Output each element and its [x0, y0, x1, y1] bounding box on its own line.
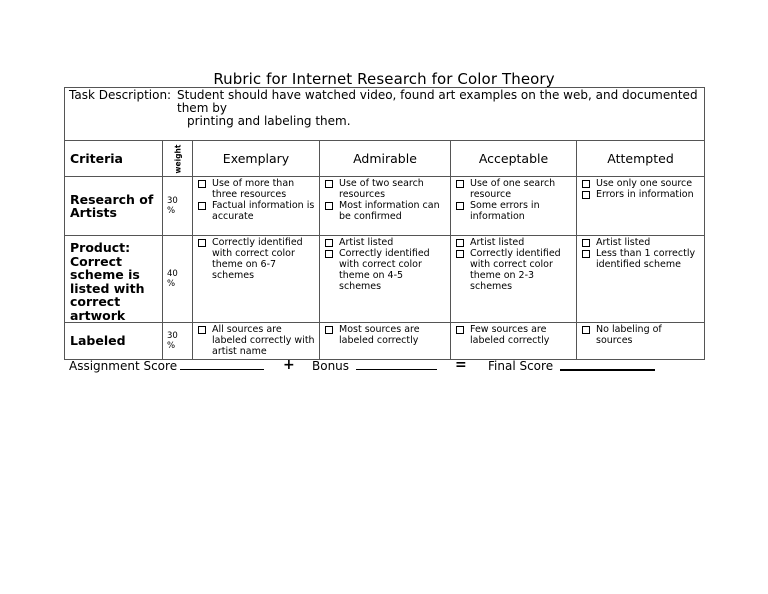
list-item: Use of one search resource — [456, 178, 573, 200]
checkbox-icon — [325, 239, 333, 247]
checkbox-icon — [582, 191, 590, 199]
table-row — [65, 236, 705, 323]
header-weight — [163, 141, 193, 177]
checkbox-icon — [582, 239, 590, 247]
cell-acceptable — [451, 177, 577, 236]
list-item: Less than 1 correctly identified scheme — [582, 248, 701, 270]
list-item: Errors in information — [582, 189, 701, 200]
checkbox-icon — [325, 202, 333, 210]
task-description-text: Student should have watched video, found art examples on the web, and documented — [177, 88, 698, 102]
checkbox-icon — [198, 202, 206, 210]
checkbox-icon — [582, 326, 590, 334]
cell-admirable — [320, 323, 451, 360]
task-description — [65, 88, 705, 141]
header-weight-label: weight — [173, 144, 182, 173]
checkbox-icon — [456, 202, 464, 210]
list-item: Correctly identified with correct color theme on 6-7 schemes — [198, 237, 316, 281]
cell-attempted — [577, 236, 705, 323]
header-criteria: Criteria — [65, 141, 163, 177]
checkbox-icon — [456, 326, 464, 334]
checkbox-icon — [198, 239, 206, 247]
list-item: Correctly identified with correct color theme on 2-3 schemes — [456, 248, 573, 292]
checkbox-icon — [456, 180, 464, 188]
header-acceptable: Acceptable — [451, 141, 577, 177]
list-item: Factual information is accurate — [198, 200, 316, 222]
checkbox-icon — [198, 326, 206, 334]
rubric-table — [64, 87, 705, 360]
cell-admirable — [320, 177, 451, 236]
list-item: Correctly identified with correct color theme on 4-5 schemes — [325, 248, 447, 292]
cell-exemplary — [193, 236, 320, 323]
list-item: Few sources are labeled correctly — [456, 324, 573, 346]
criteria-labeled: Labeled — [65, 323, 163, 360]
list-item: Artist listed — [325, 237, 447, 248]
list-item: Some errors in information — [456, 200, 573, 222]
table-row — [65, 323, 705, 360]
list-item: Most information can be confirmed — [325, 200, 447, 222]
header-admirable: Admirable — [320, 141, 451, 177]
list-item: Use only one source — [582, 178, 701, 189]
task-description-text-2: them by — [177, 101, 227, 115]
list-item: Use of more than three resources — [198, 178, 316, 200]
bonus-label: Bonus — [312, 359, 350, 373]
checkbox-icon — [582, 180, 590, 188]
cell-attempted — [577, 177, 705, 236]
cell-attempted — [577, 323, 705, 360]
cell-acceptable — [451, 236, 577, 323]
assignment-score-label: Assignment Score — [69, 359, 178, 373]
weight-value: 40 % — [163, 236, 193, 323]
header-row — [65, 141, 705, 177]
equals-sign: = — [455, 357, 467, 373]
criteria-product: Product: Correct scheme is listed with correct artwork — [65, 236, 163, 323]
list-item: Use of two search resources — [325, 178, 447, 200]
header-exemplary: Exemplary — [193, 141, 320, 177]
task-description-text-3: printing and labeling them. — [187, 114, 351, 128]
list-item: Artist listed — [456, 237, 573, 248]
checkbox-icon — [325, 250, 333, 258]
cell-exemplary — [193, 177, 320, 236]
header-attempted: Attempted — [577, 141, 705, 177]
cell-admirable — [320, 236, 451, 323]
list-item: No labeling of sources — [582, 324, 701, 346]
task-description-label: Task Description: — [69, 88, 172, 102]
checkbox-icon — [325, 180, 333, 188]
table-row — [65, 177, 705, 236]
list-item: Artist listed — [582, 237, 701, 248]
checkbox-icon — [582, 250, 590, 258]
assignment-score-field[interactable] — [180, 359, 264, 370]
weight-value: 30 % — [163, 177, 193, 236]
document-title: Rubric for Internet Research for Color Theory — [213, 70, 555, 88]
checkbox-icon — [456, 239, 464, 247]
criteria-research-of-artists: Research of Artists — [65, 177, 163, 236]
final-score-field[interactable] — [560, 359, 655, 371]
checkbox-icon — [198, 180, 206, 188]
list-item: Most sources are labeled correctly — [325, 324, 447, 346]
checkbox-icon — [456, 250, 464, 258]
plus-sign: + — [283, 357, 295, 373]
final-score-label: Final Score — [488, 359, 554, 373]
list-item: All sources are labeled correctly with artist name — [198, 324, 316, 357]
checkbox-icon — [325, 326, 333, 334]
bonus-field[interactable] — [356, 359, 437, 370]
cell-acceptable — [451, 323, 577, 360]
weight-value: 30 % — [163, 323, 193, 360]
cell-exemplary — [193, 323, 320, 360]
